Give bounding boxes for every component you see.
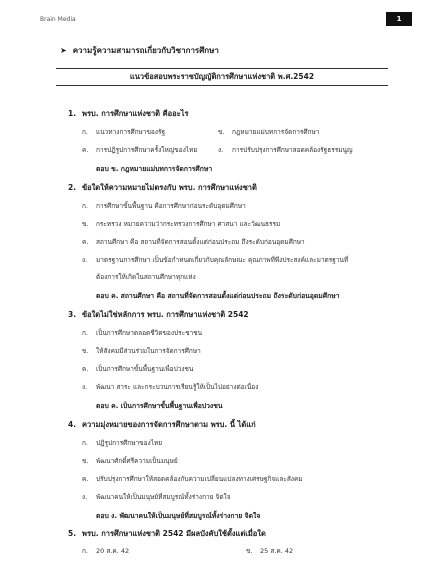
document-title: แนวข้อสอบพระราชบัญญัติการศึกษาแห่งชาติ พ.ศ.2542 (56, 68, 388, 86)
option-text: กระทรวง หมายความว่ากระทรวงการศึกษา ศาสนา และวัฒนธรรม (96, 220, 281, 228)
option-label: ค. (82, 238, 89, 246)
option-label: ข. (218, 128, 225, 136)
option (82, 546, 129, 556)
option (246, 546, 293, 556)
option-label: ก. (82, 329, 89, 337)
option-label: ง. (218, 146, 224, 154)
option-text: สถานศึกษา คือ สถานที่จัดการสอนตั้งแต่ก่อนประถม ถึงระดับก่อนอุดมศึกษา (96, 238, 305, 246)
option-text: แนวทางการศึกษาของรัฐ (96, 128, 166, 136)
option-text: พัฒนาคนให้เป็นมนุษย์ที่สมบูรณ์ทั้งร่างกาย จิตใจ (96, 493, 231, 501)
option-label: ข. (246, 547, 253, 555)
question-text: ข้อใดไม่ใช่หลักการ พรบ. การศึกษาแห่งชาติ 2542 (82, 310, 249, 319)
option-text: การศึกษาขั้นพื้นฐาน คือการศึกษาก่อนระดับอุดมศึกษา (96, 202, 246, 210)
option-label: ค. (82, 475, 89, 483)
option (82, 237, 305, 247)
option-continuation: ต้องการให้เกิดในสถานศึกษาทุกแห่ง (96, 273, 196, 281)
arrow-bullet-icon: ➤ (60, 46, 67, 55)
option (82, 346, 201, 356)
option (82, 364, 193, 374)
option-text: ให้สังคมมีส่วนร่วมในการจัดการศึกษา (96, 347, 201, 355)
option-label: ค. (82, 146, 89, 154)
option-label: ง. (82, 256, 88, 264)
answer: ตอบ ค. สถานศึกษา คือ สถานที่จัดการสอนตั้งแต่ก่อนประถม ถึงระดับก่อนอุดมศึกษา (96, 292, 340, 300)
option-text: ปรับปรุงการศึกษาให้สอดคล้องกับความเปลี่ยนแปลงทางเศรษฐกิจและสังคม (96, 475, 303, 483)
option (82, 492, 231, 502)
option (82, 328, 202, 338)
option-label: ข. (82, 347, 89, 355)
answer: ตอบ ค. เป็นการศึกษาขั้นพื้นฐานเพื่อปวงชน (96, 402, 223, 410)
option-label: ก. (82, 202, 89, 210)
option-label: ก. (82, 128, 89, 136)
option-text: พัฒนา สาระ และกระบวนการเรียนรู้ให้เป็นไปอย่างต่อเนื่อง (96, 383, 259, 391)
option-text: การปรับปรุงการศึกษาสอดคล้องรัฐธรรมนูญ (232, 146, 353, 154)
question-text: พรบ. การศึกษาแห่งชาติ คืออะไร (82, 109, 189, 118)
option (218, 145, 352, 155)
option (82, 201, 246, 211)
option-label: ง. (82, 383, 88, 391)
option (82, 474, 303, 484)
option-label: ข. (82, 220, 89, 228)
question-number: 3. (68, 310, 77, 319)
page-number: 1 (386, 12, 412, 26)
answer: ตอบ ข. กฎหมายแม่บทการจัดการศึกษา (96, 165, 213, 173)
option-label: ก. (82, 439, 89, 447)
question-text: พรบ. การศึกษาแห่งชาติ 2542 มีผลบังคับใช้ตั้งแต่เมื่อใด (82, 529, 266, 538)
option-text: ปฏิรูปการศึกษาของไทย (96, 439, 163, 447)
question-number: 2. (68, 183, 77, 192)
question-3 (68, 309, 249, 321)
question-4 (68, 419, 256, 431)
option (82, 127, 165, 137)
question-1 (68, 108, 189, 120)
option (82, 219, 280, 229)
question-5 (68, 528, 266, 540)
option (218, 127, 319, 137)
question-number: 5. (68, 529, 77, 538)
option (82, 438, 162, 448)
option (82, 382, 258, 392)
section-heading (60, 44, 219, 57)
option-text: กฎหมายแม่บทการจัดการศึกษา (232, 128, 320, 136)
question-number: 4. (68, 420, 77, 429)
option-text: การปฏิรูปการศึกษาครั้งใหญ่ของไทย (96, 146, 198, 154)
option (82, 145, 197, 155)
option-text: 20 ส.ค. 42 (96, 547, 130, 555)
option (82, 255, 348, 265)
question-2 (68, 182, 257, 194)
option-label: ง. (82, 493, 88, 501)
option-text: 25 ส.ค. 42 (260, 547, 294, 555)
option-label: ก. (82, 547, 89, 555)
option (82, 456, 178, 466)
header-brand: Brain Media (40, 16, 76, 23)
answer: ตอบ ง. พัฒนาคนให้เป็นมนุษย์ที่สมบูรณ์ทั้งร่างกาย จิตใจ (96, 512, 261, 520)
question-text: ความมุ่งหมายของการจัดการศึกษาตาม พรบ. นี้ ได้แก่ (82, 420, 256, 429)
option-text: เป็นการศึกษาขั้นพื้นฐานเพื่อปวงชน (96, 365, 194, 373)
option-label: ข. (82, 457, 89, 465)
option-text: พัฒนาศักดิ์ศรีความเป็นมนุษย์ (96, 457, 178, 465)
section-heading-text: ความรู้ความสามารถเกี่ยวกับวิชาการศึกษา (72, 46, 219, 55)
question-text: ข้อใดให้ความหมายไม่ตรงกับ พรบ. การศึกษาแห่งชาติ (82, 183, 257, 192)
question-number: 1. (68, 109, 77, 118)
option-label: ค. (82, 365, 89, 373)
option-text: มาตรฐานการศึกษา เป็นข้อกำหนดเกี่ยวกับคุณลักษณะ คุณภาพที่พึงประสงค์และมาตรฐานที่ (96, 256, 349, 264)
option-text: เป็นการศึกษาตลอดชีวิตของประชาชน (96, 329, 203, 337)
